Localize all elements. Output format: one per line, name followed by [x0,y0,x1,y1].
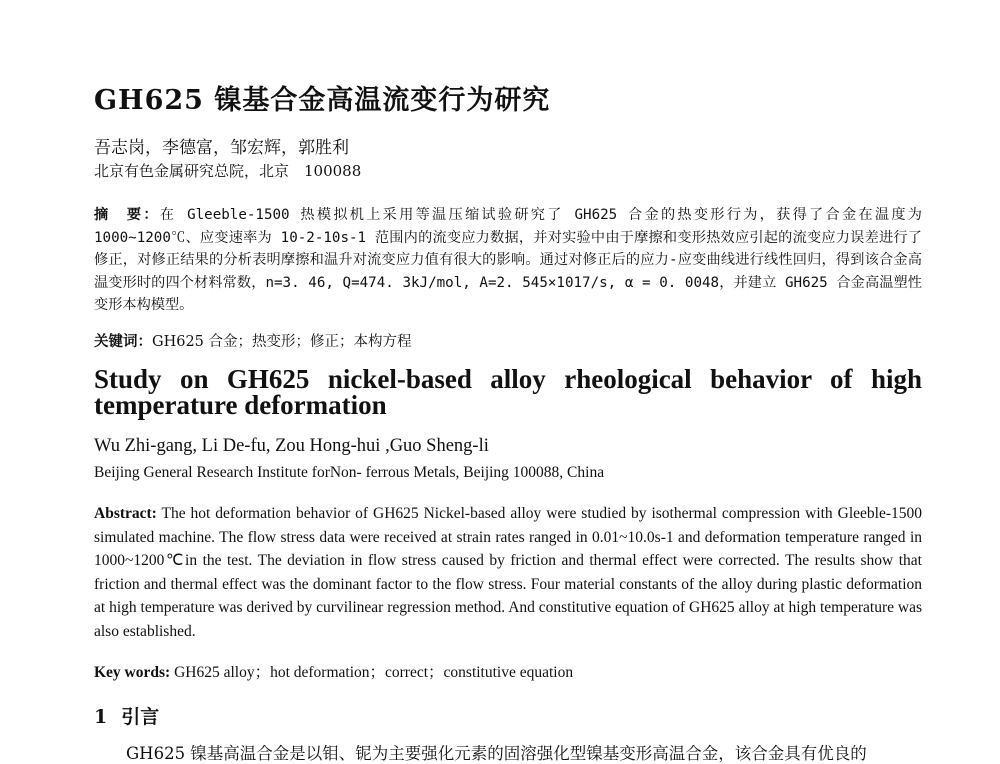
chinese-abstract [94,204,922,317]
chinese-abstract-text: 在 Gleeble-1500 热模拟机上采用等温压缩试验研究了 GH625 合金的热变形行为，获得了合金在温度为 1000~1200℃、应变速率为 10-2-10s-1 范围内的流变应力数据，并对实验中由于摩擦和变形热效应引起的流变应力误差进行了修正，对修正结果的分析表明摩擦和温升对流变应力值有很大的影响。通过对修正后的应力-应变曲线进行线性回归，得到该合金高温变形时的四个材料常数，n=3. 46, Q=474. 3kJ/mol, A=2. 545×1017/s, α = 0. 0048，并建立 GH625 合金高温塑性变形本构模型。 [94,207,922,313]
chinese-keywords-text: GH625 合金；热变形；修正；本构方程 [152,334,412,350]
english-keywords-label: Key words: [94,664,171,681]
chinese-title: GH625 镍基合金高温流变行为研究 [94,85,551,116]
chinese-authors: 吾志岗，李德富，邹宏辉，郭胜利 [94,138,349,158]
section-title: 引言 [121,706,160,728]
english-affiliation: Beijing General Research Institute forNon- ferrous Metals, Beijing 100088, China [94,464,605,481]
english-keywords-text: GH625 alloy；hot deformation；correct；constitutive equation [174,664,574,681]
chinese-keywords [94,330,412,351]
english-title: Study on GH625 nickel-based alloy rheological behavior of high temperature deformation [94,364,922,420]
section-heading [94,702,159,729]
english-abstract-text: The hot deformation behavior of GH625 Nickel-based alloy were studied by isothermal compression with Gleeble-1500 simulated machine. The flow stress data were received at strain rates ranged in 0.01~10.0s-1 and deformation temperature ranged in 1000~1200℃in the test. The deviation in flow stress caused by friction and thermal effect were corrected. The results show that friction and thermal effect was the dominant factor to the flow stress. Four material constants of the alloy during plastic deformation at high temperature was derived by curvilinear regression method. And constitutive equation of GH625 alloy at high temperature was also established. [94,505,922,640]
body-paragraph: GH625 镍基高温合金是以钼、铌为主要强化元素的固溶强化型镍基变形高温合金，该合金具有优良的 [126,744,867,763]
chinese-keywords-label: 关键词： [94,333,152,350]
english-abstract-label: Abstract: [94,505,157,522]
chinese-affiliation: 北京有色金属研究总院，北京 100088 [94,162,362,180]
english-abstract [94,502,922,644]
chinese-abstract-label: 摘 要： [94,207,160,223]
section-number: 1 [94,706,108,728]
english-authors: Wu Zhi-gang, Li De-fu, Zou Hong-hui ,Guo Sheng-li [94,436,489,456]
english-keywords [94,660,573,682]
